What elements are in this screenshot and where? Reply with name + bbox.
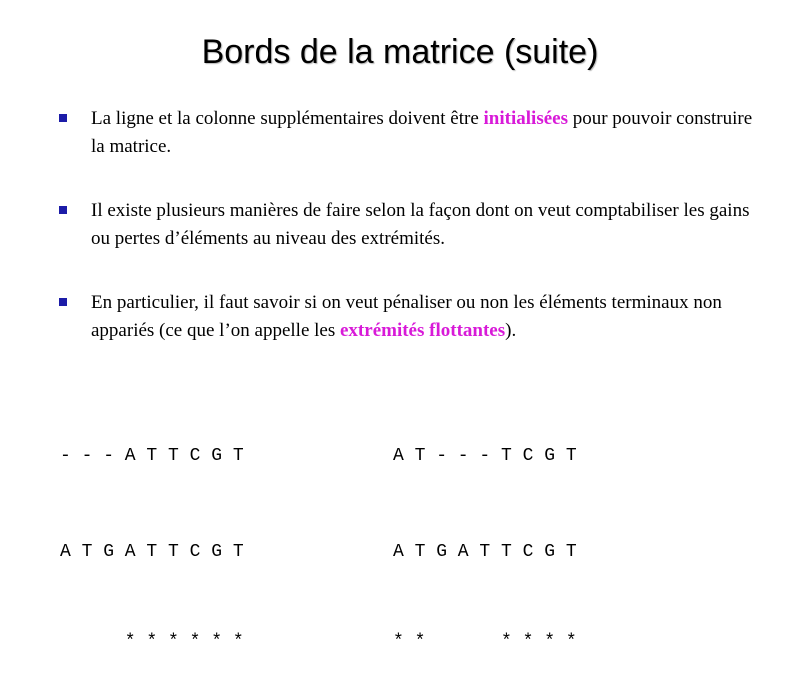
square-bullet-icon — [59, 298, 67, 306]
bullet-list — [55, 105, 765, 381]
bullet-text: Il existe plusieurs manières de faire selon la façon dont on veut comptabiliser les gains ou pertes d’éléments au niveau des extrémités. — [91, 200, 750, 249]
alignment-1-sequence-top: - - - A T T C G T — [60, 446, 244, 466]
bullet-text-before: En particulier, il faut savoir si on veut pénaliser ou non les éléments terminaux non appariés (ce que l’on appelle les — [91, 292, 722, 341]
bullet-text-before: La ligne et la colonne supplémentaires doivent être — [91, 108, 484, 129]
square-bullet-icon — [59, 114, 67, 122]
highlight-extremites-flottantes: extrémités flottantes — [340, 320, 506, 341]
alignment-1 — [60, 376, 244, 690]
square-bullet-icon — [59, 206, 67, 214]
bullet-text-after: pour pouvoir construire la matrice. — [91, 108, 753, 157]
alignment-2-match-markers: * * * * * * — [393, 632, 577, 652]
alignment-2-sequence-bottom: A T G A T T C G T — [393, 542, 577, 562]
alignment-2 — [393, 376, 577, 690]
slide-title: Bords de la matrice (suite) — [201, 33, 599, 71]
bullet-text-after: ). — [505, 320, 517, 341]
alignment-2-sequence-top: A T - - - T C G T — [393, 446, 577, 466]
alignment-1-match-markers: * * * * * * — [60, 632, 244, 652]
alignment-1-sequence-bottom: A T G A T T C G T — [60, 542, 244, 562]
bullet-item-3 — [55, 289, 765, 345]
bullet-item-1 — [55, 105, 765, 161]
highlight-initialisees: initialisées — [483, 108, 568, 129]
bullet-item-2 — [55, 197, 765, 253]
